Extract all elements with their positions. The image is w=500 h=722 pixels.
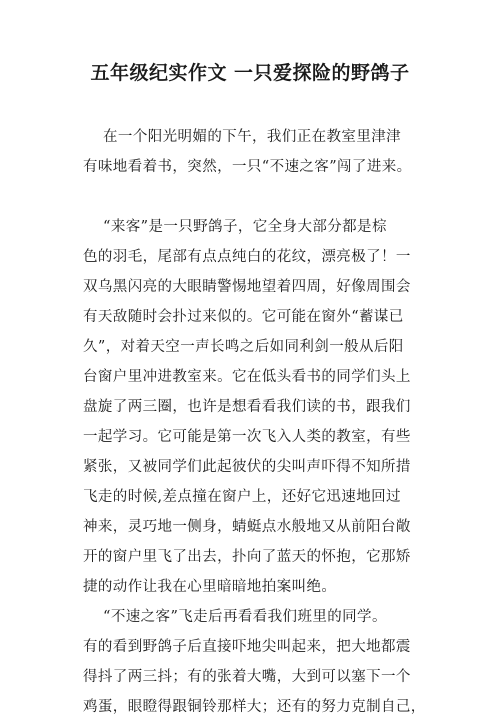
paragraph-2 [83,212,423,602]
text-line: 久”，对着天空一声长鸣之后如同利剑一般从后阳 [83,339,404,355]
text-line: 神来，灵巧地一侧身，蜻蜓点水般地又从前阳台敞 [83,519,411,535]
text-line: “来客”是一只野鸽子，它全身大部分都是棕 [83,219,387,235]
text-line: 紧张，又被同学们此起彼伏的尖叫声吓得不知所措 [83,459,411,475]
text-line: 在一个阳光明媚的下午，我们正在教室里津津 [83,129,402,145]
document-body [83,122,426,722]
text-line: 开的窗户里飞了出去，扑向了蓝天的怀抱，它那矫 [83,549,411,565]
text-line: 台窗户里冲进教室来。它在低头看书的同学们头上 [83,369,411,385]
text-line: 有天敌随时会扑过来似的。它可能在窗外“蓄谋已 [83,309,404,325]
paragraph-3 [83,602,426,722]
text-line: 双乌黑闪亮的大眼睛警惕地望着四周，好像周围会 [83,279,411,295]
text-line: 飞走的时候,差点撞在窗户上，还好它迅速地回过 [83,489,401,505]
text-line: 捷的动作让我在心里暗暗地拍案叫绝。 [83,579,337,595]
text-line: 色的羽毛，尾部有点点纯白的花纹，漂亮极了！一 [83,249,411,265]
text-line: “不速之客”飞走后再看看我们班里的同学。 [83,609,387,625]
text-line: 一起学习。它可能是第一次飞入人类的教室，有些 [83,429,411,445]
document-title: 五年级纪实作文 一只爱探险的野鸽子 [90,62,410,84]
text-line: 盘旋了两三圈，也许是想看看我们读的书，跟我们 [83,399,411,415]
text-line: 得抖了两三抖；有的张着大嘴，大到可以塞下一个 [83,669,411,685]
paragraph-1 [83,122,423,182]
text-line: 有味地看着书，突然，一只“不速之客”闯了进来。 [83,159,412,175]
text-line: 有的看到野鸽子后直接吓地尖叫起来，把大地都震 [83,639,411,655]
text-line: 鸡蛋，眼瞪得跟铜铃那样大；还有的努力克制自己， [83,699,426,715]
paragraph-gap [83,182,423,212]
